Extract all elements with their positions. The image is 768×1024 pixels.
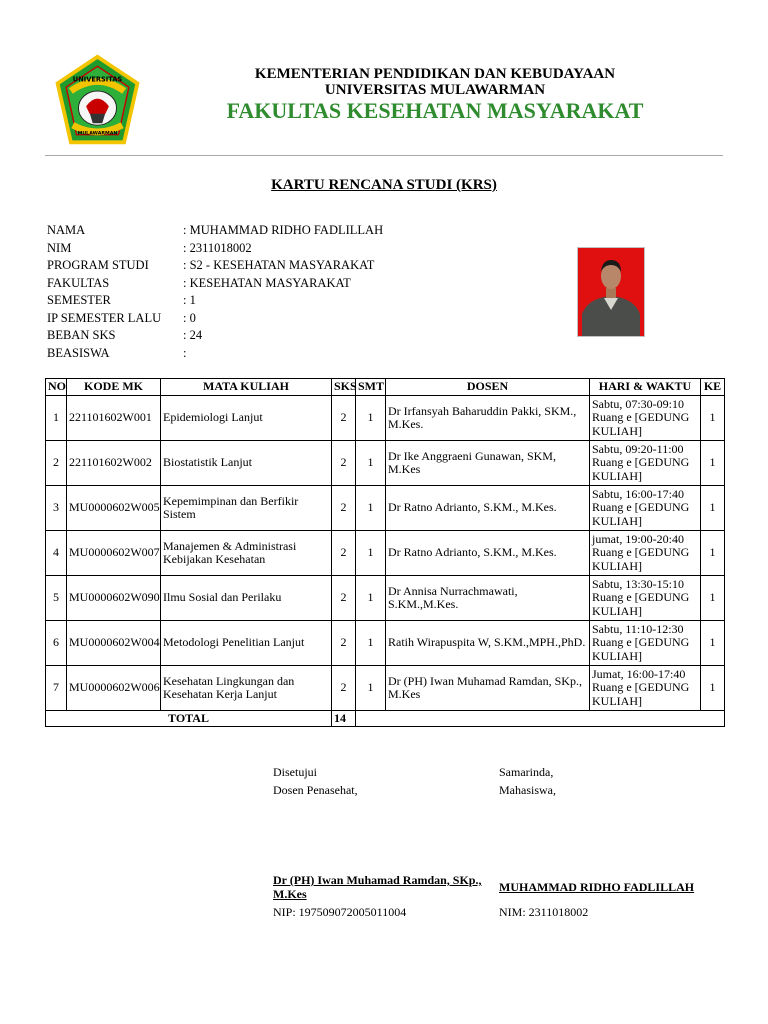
cell-lecturer: Ratih Wirapuspita W, S.KM.,MPH.,PhD. — [386, 621, 590, 666]
advisor-approved-label: Disetujui — [273, 765, 317, 779]
cell-ke: 1 — [701, 576, 725, 621]
cell-sks: 2 — [332, 441, 356, 486]
cell-smt: 1 — [356, 396, 386, 441]
info-label: SEMESTER — [47, 293, 111, 307]
info-label: PROGRAM STUDI — [47, 258, 149, 272]
info-row-nim — [47, 240, 383, 258]
col-header-code: KODE MK — [67, 379, 161, 396]
info-row-semester — [47, 292, 383, 310]
cell-no: 5 — [46, 576, 67, 621]
total-empty — [356, 711, 725, 727]
cell-course: Biostatistik Lanjut — [161, 441, 332, 486]
col-header-course: MATA KULIAH — [161, 379, 332, 396]
cell-smt: 1 — [356, 486, 386, 531]
student-name: MUHAMMAD RIDHO FADLILLAH — [499, 880, 695, 894]
advisor-name: Dr (PH) Iwan Muhamad Ramdan, SKp., M.Kes — [273, 873, 482, 901]
cell-no: 3 — [46, 486, 67, 531]
cell-ke: 1 — [701, 396, 725, 441]
cell-course: Kepemimpinan dan Berfikir Sistem — [161, 486, 332, 531]
info-value: : 0 — [183, 310, 196, 325]
cell-code: MU0000602W006 — [67, 666, 161, 711]
info-value: : — [183, 345, 187, 360]
info-row-sks — [47, 327, 383, 345]
document-title: KARTU RENCANA STUDI (KRS) — [271, 177, 497, 193]
info-row-ip — [47, 310, 383, 328]
cell-code: MU0000602W007 — [67, 531, 161, 576]
cell-code: MU0000602W004 — [67, 621, 161, 666]
cell-schedule: jumat, 19:00-20:40 Ruang e [GEDUNG KULIAH] — [590, 531, 701, 576]
cell-sks: 2 — [332, 621, 356, 666]
col-header-smt: SMT — [356, 379, 386, 396]
cell-code: MU0000602W005 — [67, 486, 161, 531]
col-header-lecturer: DOSEN — [386, 379, 590, 396]
info-row-name — [47, 222, 383, 240]
info-value: : 1 — [183, 293, 196, 307]
advisor-title: Dosen Penasehat, — [273, 783, 358, 797]
info-value: : S2 - KESEHATAN MASYARAKAT — [183, 258, 375, 272]
signing-place: Samarinda, — [499, 765, 554, 779]
cell-lecturer: Dr Irfansyah Baharuddin Pakki, SKM., M.Kes. — [386, 396, 590, 441]
info-label: BEASISWA — [47, 345, 110, 360]
cell-schedule: Sabtu, 07:30-09:10 Ruang e [GEDUNG KULIAH] — [590, 396, 701, 441]
table-row — [46, 486, 725, 531]
total-row — [46, 711, 725, 727]
cell-course: Epidemiologi Lanjut — [161, 396, 332, 441]
info-value: : MUHAMMAD RIDHO FADLILLAH — [183, 223, 384, 237]
cell-no: 6 — [46, 621, 67, 666]
cell-course: Manajemen & Administrasi Kebijakan Kesehatan — [161, 531, 332, 576]
cell-ke: 1 — [701, 666, 725, 711]
table-row — [46, 396, 725, 441]
cell-lecturer: Dr Ratno Adrianto, S.KM., M.Kes. — [386, 531, 590, 576]
cell-no: 4 — [46, 531, 67, 576]
cell-schedule: Sabtu, 09:20-11:00 Ruang e [GEDUNG KULIAH] — [590, 441, 701, 486]
info-label: NAMA — [47, 223, 86, 237]
cell-smt: 1 — [356, 531, 386, 576]
cell-lecturer: Dr (PH) Iwan Muhamad Ramdan, SKp., M.Kes — [386, 666, 590, 711]
student-info — [47, 222, 383, 362]
info-row-faculty — [47, 275, 383, 293]
cell-no: 7 — [46, 666, 67, 711]
table-row — [46, 441, 725, 486]
info-value: : 24 — [183, 328, 203, 342]
cell-smt: 1 — [356, 621, 386, 666]
cell-schedule: Jumat, 16:00-17:40 Ruang e [GEDUNG KULIAH] — [590, 666, 701, 711]
cell-sks: 2 — [332, 396, 356, 441]
cell-sks: 2 — [332, 531, 356, 576]
info-row-program — [47, 257, 383, 275]
cell-smt: 1 — [356, 666, 386, 711]
info-value: : KESEHATAN MASYARAKAT — [183, 275, 351, 290]
cell-no: 1 — [46, 396, 67, 441]
table-row — [46, 621, 725, 666]
cell-no: 2 — [46, 441, 67, 486]
cell-smt: 1 — [356, 441, 386, 486]
info-label: FAKULTAS — [47, 275, 110, 290]
cell-code: 221101602W001 — [67, 396, 161, 441]
table-header-row — [46, 379, 725, 396]
cell-lecturer: Dr Ratno Adrianto, S.KM., M.Kes. — [386, 486, 590, 531]
ministry-name: KEMENTERIAN PENDIDIKAN DAN KEBUDAYAAN — [254, 66, 616, 82]
cell-sks: 2 — [332, 486, 356, 531]
cell-code: MU0000602W090 — [67, 576, 161, 621]
logo-text-top: UNIVERSITAS — [72, 75, 123, 84]
cell-code: 221101602W002 — [67, 441, 161, 486]
faculty-name: FAKULTAS KESEHATAN MASYARAKAT — [226, 98, 644, 123]
student-nim: NIM: 2311018002 — [499, 905, 589, 919]
cell-schedule: Sabtu, 16:00-17:40 Ruang e [GEDUNG KULIAH] — [590, 486, 701, 531]
info-value: : 2311018002 — [183, 240, 252, 255]
table-row — [46, 531, 725, 576]
cell-course: Kesehatan Lingkungan dan Kesehatan Kerja Lanjut — [161, 666, 332, 711]
table-row — [46, 576, 725, 621]
col-header-no: NO — [46, 379, 67, 396]
cell-sks: 2 — [332, 666, 356, 711]
krs-table — [45, 378, 725, 727]
info-row-scholarship — [47, 345, 383, 363]
cell-smt: 1 — [356, 576, 386, 621]
logo-text-bottom: MULAWARMAN — [77, 131, 118, 137]
col-header-ke: KE — [701, 379, 725, 396]
info-label: BEBAN SKS — [47, 328, 116, 342]
cell-lecturer: Dr Ike Anggraeni Gunawan, SKM, M.Kes — [386, 441, 590, 486]
total-label: TOTAL — [46, 711, 332, 727]
cell-sks: 2 — [332, 576, 356, 621]
col-header-sks: SKS — [332, 379, 356, 396]
info-label: NIM — [47, 240, 72, 255]
header-divider — [45, 155, 723, 156]
col-header-schedule: HARI & WAKTU — [590, 379, 701, 396]
cell-lecturer: Dr Annisa Nurrachmawati, S.KM.,M.Kes. — [386, 576, 590, 621]
cell-ke: 1 — [701, 486, 725, 531]
cell-ke: 1 — [701, 531, 725, 576]
cell-course: Ilmu Sosial dan Perilaku — [161, 576, 332, 621]
cell-course: Metodologi Penelitian Lanjut — [161, 621, 332, 666]
table-row — [46, 666, 725, 711]
student-title: Mahasiswa, — [499, 783, 556, 797]
student-photo — [577, 247, 645, 337]
university-name: UNIVERSITAS MULAWARMAN — [324, 82, 546, 98]
info-label: IP SEMESTER LALU — [47, 310, 162, 325]
cell-schedule: Sabtu, 13:30-15:10 Ruang e [GEDUNG KULIAH] — [590, 576, 701, 621]
university-logo — [50, 53, 145, 148]
cell-ke: 1 — [701, 621, 725, 666]
person-silhouette-icon — [578, 248, 644, 336]
advisor-nip: NIP: 197509072005011004 — [273, 905, 407, 919]
cell-ke: 1 — [701, 441, 725, 486]
cell-schedule: Sabtu, 11:10-12:30 Ruang e [GEDUNG KULIAH] — [590, 621, 701, 666]
total-sks: 14 — [332, 711, 356, 727]
